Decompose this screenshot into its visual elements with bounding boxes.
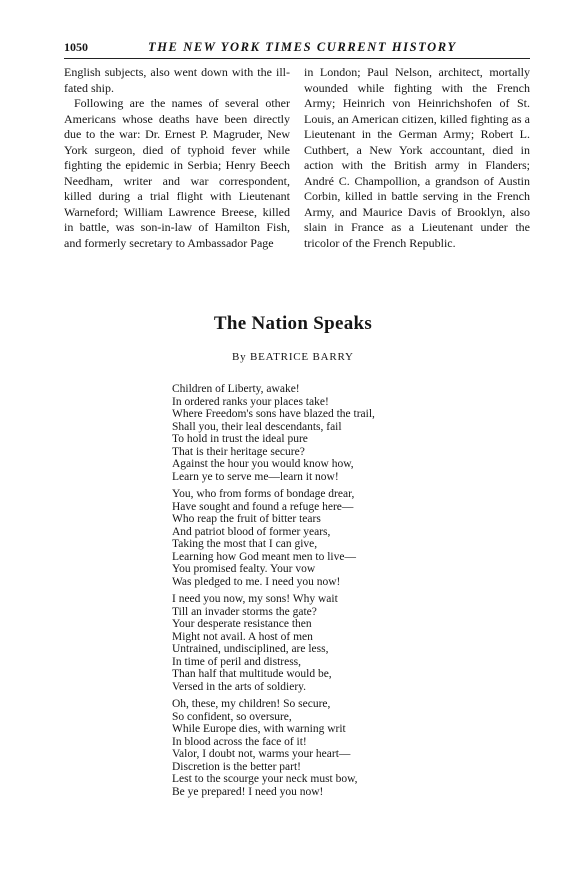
poem-line: In time of peril and distress, xyxy=(172,655,302,668)
poem-line: So confident, so oversure, xyxy=(172,710,292,723)
poem-line: Where Freedom's sons have blazed the trail, xyxy=(172,408,375,420)
poem-line: And patriot blood of former years, xyxy=(172,525,331,538)
poem-stanza xyxy=(172,488,472,588)
poem-line: Have sought and found a refuge here— xyxy=(172,500,354,513)
paragraph: English subjects, also went down with the ill-fated ship. xyxy=(64,65,290,95)
poem-line: Till an invader storms the gate? xyxy=(172,605,317,618)
poem-line: Was pledged to me. I need you now! xyxy=(172,575,341,588)
poem-line: Your desperate resistance then xyxy=(172,618,312,630)
running-header xyxy=(64,40,530,59)
poem-line: Versed in the arts of soldiery. xyxy=(172,680,307,693)
poem-line: Valor, I doubt not, warms your heart— xyxy=(172,748,351,760)
poem-line: Discretion is the better part! xyxy=(172,760,302,773)
poem-byline: By BEATRICE BARRY xyxy=(232,351,354,363)
poem-line: Untrained, undisciplined, are less, xyxy=(172,643,329,655)
poem-line: You promised fealty. Your vow xyxy=(172,563,316,575)
article-column-right xyxy=(304,65,530,251)
poem-line: Who reap the fruit of bitter tears xyxy=(172,513,321,525)
poem-stanza xyxy=(172,383,472,483)
page-number: 1050 xyxy=(64,40,88,54)
poem-line: That is their heritage secure? xyxy=(172,445,305,458)
poem-line: Might not avail. A host of men xyxy=(172,630,313,643)
poem-line: Against the hour you would know how, xyxy=(172,458,354,470)
poem-line: While Europe dies, with warning writ xyxy=(172,723,346,735)
poem-line: Than half that multitude would be, xyxy=(172,668,332,680)
poem-line: To hold in trust the ideal pure xyxy=(172,433,308,445)
paragraph: Following are the names of several other Americans whose deaths have been directly due to the war: Dr. Ernest P. Magruder, New York surgeon, died of typhoid fever while fighting the epidemic in Serbia; Henry Beech Needham, writer and war correspondent, killed during a trial flight with Lieutenant Warneford; William Lawrence Breese, killed in battle, was son-in-law of Hamilton Fish, and formerly secretary to Ambassador Page xyxy=(64,96,290,250)
poem-line: Be ye prepared! I need you now! xyxy=(172,785,324,798)
poem-body xyxy=(172,383,472,803)
poem-line: Learning how God meant men to live— xyxy=(172,550,356,563)
poem-line: Children of Liberty, awake! xyxy=(172,383,300,395)
poem-line: In ordered ranks your places take! xyxy=(172,395,329,408)
poem-line: You, who from forms of bondage drear, xyxy=(172,488,355,500)
poem-stanza xyxy=(172,593,472,693)
article-column-left xyxy=(64,65,290,251)
poem-stanza xyxy=(172,698,472,798)
running-head-title: THE NEW YORK TIMES CURRENT HISTORY xyxy=(148,40,457,54)
poem-line: Taking the most that I can give, xyxy=(172,538,318,550)
paragraph: in London; Paul Nelson, architect, mortally wounded while fighting with the French Army; Heinrich von Heinrichshofen of St. Louis, an American citizen, killed fighting as a Lieutenant in the German Army; Robert L. Cuthbert, a New York accountant, died in action with the British army in Flanders; André C. Champollion, a grandson of Austin Corbin, killed in battle serving in the French Army, and Maurice Davis of Brooklyn, also slain in France as a Lieutenant under the tricolor of the French Republic. xyxy=(304,65,530,250)
poem-title: The Nation Speaks xyxy=(213,313,373,334)
poem-line: Learn ye to serve me—learn it now! xyxy=(172,470,339,483)
poem-line: Shall you, their leal descendants, fail xyxy=(172,420,342,433)
poem-line: Oh, these, my children! So secure, xyxy=(172,698,331,710)
poem-line: In blood across the face of it! xyxy=(172,735,307,748)
poem-line: I need you now, my sons! Why wait xyxy=(172,593,338,605)
poem-line: Lest to the scourge your neck must bow, xyxy=(172,773,358,785)
